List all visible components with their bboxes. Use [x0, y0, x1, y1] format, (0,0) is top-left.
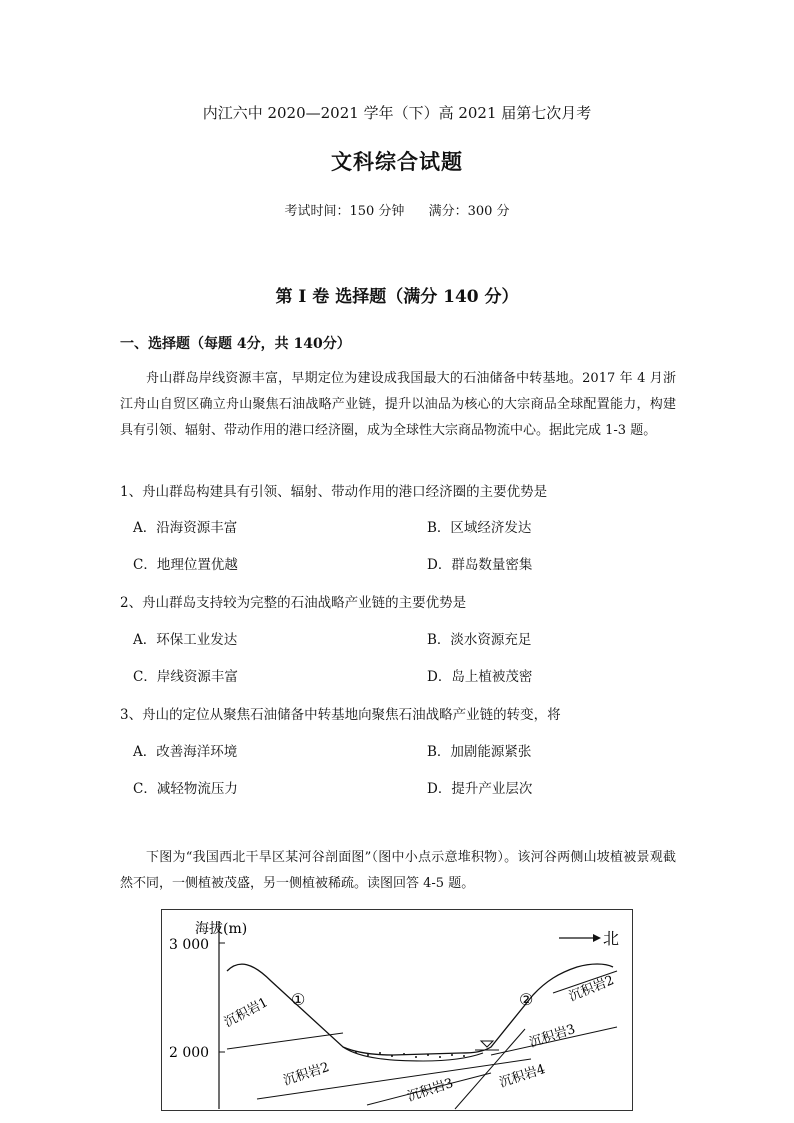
question-stem: 1、舟山群岛构建具有引领、辐射、带动作用的港口经济圈的主要优势是 [120, 484, 548, 500]
option: B．淡水资源充足 [427, 632, 532, 648]
option: D．提升产业层次 [427, 781, 533, 797]
option: C．岸线资源丰富 [133, 669, 238, 685]
option: B．加剧能源紧张 [427, 744, 532, 760]
reading-passage: 舟山群岛岸线资源丰富，早期定位为建设成我国最大的石油储备中转基地。2017 年 4 月浙江舟山自贸区确立舟山聚焦石油战略产业链，提升以油品为核心的大宗商品全球配置能力，构建具有引领、辐射、带动作用的港口经济圈，成为全球性大宗商品物流中心。据此完成 1-3 题。 [120, 371, 676, 438]
tick-label: 3 000 [169, 937, 210, 953]
slope-label: ② [519, 990, 534, 1009]
rock-layer-label: 沉积岩1 [221, 995, 271, 1031]
y-axis-label: 海拔(m) [195, 921, 248, 937]
option: C．减轻物流压力 [133, 781, 238, 797]
north-arrowhead-icon [593, 934, 601, 942]
tick-label: 2 000 [169, 1045, 210, 1061]
rock-layer-label: 沉积岩4 [497, 1061, 548, 1091]
question-stem: 3、舟山的定位从聚焦石油储备中转基地向聚焦石油战略产业链的转变，将 [120, 707, 561, 723]
option: A．改善海洋环境 [133, 744, 238, 760]
north-label: 北 [603, 929, 620, 948]
question-stem: 2、舟山群岛支持较为完整的石油战略产业链的主要优势是 [120, 595, 467, 611]
rock-layer-label: 沉积岩3 [527, 1021, 578, 1051]
option: B．区域经济发达 [427, 520, 532, 536]
option: C．地理位置优越 [133, 557, 238, 573]
option: A．沿海资源丰富 [133, 520, 238, 536]
option: D．岛上植被茂密 [427, 669, 533, 685]
exam-header: 内江六中 2020—2021 学年（下）高 2021 届第七次月考 [202, 104, 592, 122]
section-heading: 第 I 卷 选择题（满分 140 分） [275, 287, 519, 307]
rock-layer-label: 沉积岩2 [566, 973, 617, 1005]
paper-title: 文科综合试题 [331, 149, 463, 174]
figure-frame [162, 910, 633, 1111]
figure-passage: 下图为“我国西北干旱区某河谷剖面图”（图中小点示意堆积物）。该河谷两侧山坡植被景观截然不同，一侧植被茂盛，另一侧植被稀疏。读图回答 4-5 题。 [120, 850, 676, 891]
exam-time: 考试时间：150 分钟 [284, 204, 405, 219]
exam-info [0, 200, 794, 219]
rock-layer-label: 沉积岩3 [405, 1075, 456, 1105]
valley-cross-section-figure [161, 909, 633, 1111]
strata-boundary [227, 1033, 343, 1049]
slope-label: ① [291, 990, 306, 1009]
part-heading: 一、选择题（每题 4分，共 140分） [120, 336, 351, 352]
option: A．环保工业发达 [133, 632, 238, 648]
rock-layer-label: 沉积岩2 [281, 1059, 332, 1089]
option: D．群岛数量密集 [427, 557, 533, 573]
exam-score: 满分：300 分 [428, 204, 510, 219]
